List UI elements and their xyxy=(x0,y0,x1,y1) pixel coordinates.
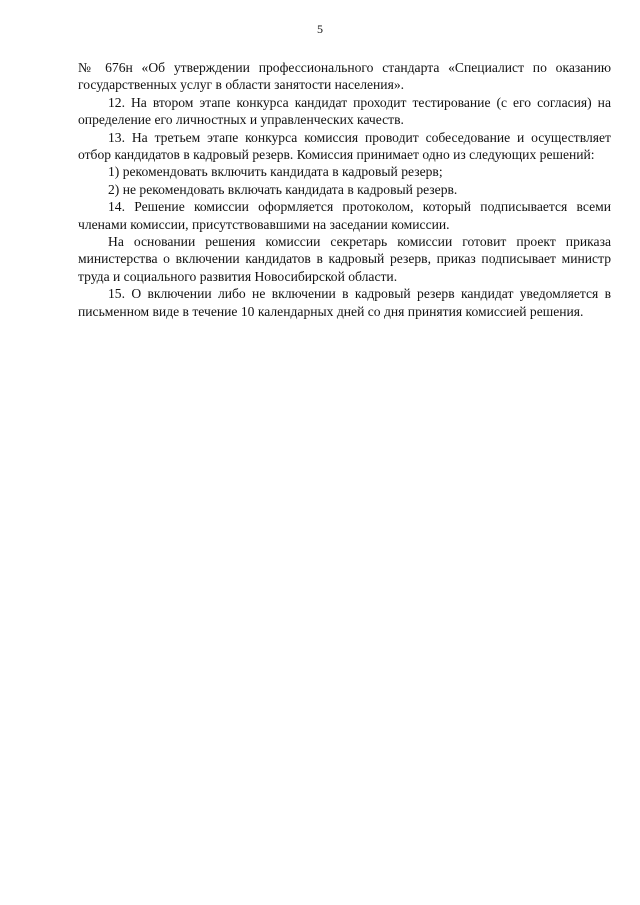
page-number: 5 xyxy=(317,22,323,36)
paragraph-item-13: 13. На третьем этапе конкурса комиссия проводит собеседование и осуществляет отбор кандидатов в кадровый резерв. Комиссия принимает одно из следующих решений: xyxy=(78,129,611,163)
paragraph-order-basis: На основании решения комиссии секретарь комиссии готовит проект приказа министерства о включении кандидатов в кадровый резерв, приказ подписывает министр труда и социального развития Новосибирской области. xyxy=(78,234,611,284)
document-body xyxy=(78,59,611,320)
paragraph-option-2: 2) не рекомендовать включать кандидата в кадровый резерв. xyxy=(108,181,458,197)
paragraph-item-14: 14. Решение комиссии оформляется протоколом, который подписывается всеми членами комиссии, присутствовавшими на заседании комиссии. xyxy=(78,199,611,232)
paragraph-continuation: № 676н «Об утверждении профессионального стандарта «Специалист по оказанию государственных услуг в области занятости населения». xyxy=(78,60,611,93)
paragraph-item-12: 12. На втором этапе конкурса кандидат проходит тестирование (с его согласия) на определение его личностных и управленческих качеств. xyxy=(78,94,611,128)
paragraph-item-15: 15. О включении либо не включении в кадровый резерв кандидат уведомляется в письменном виде в течение 10 календарных дней со дня принятия комиссией решения. xyxy=(78,286,611,319)
paragraph-option-1: 1) рекомендовать включить кандидата в кадровый резерв; xyxy=(108,164,443,180)
